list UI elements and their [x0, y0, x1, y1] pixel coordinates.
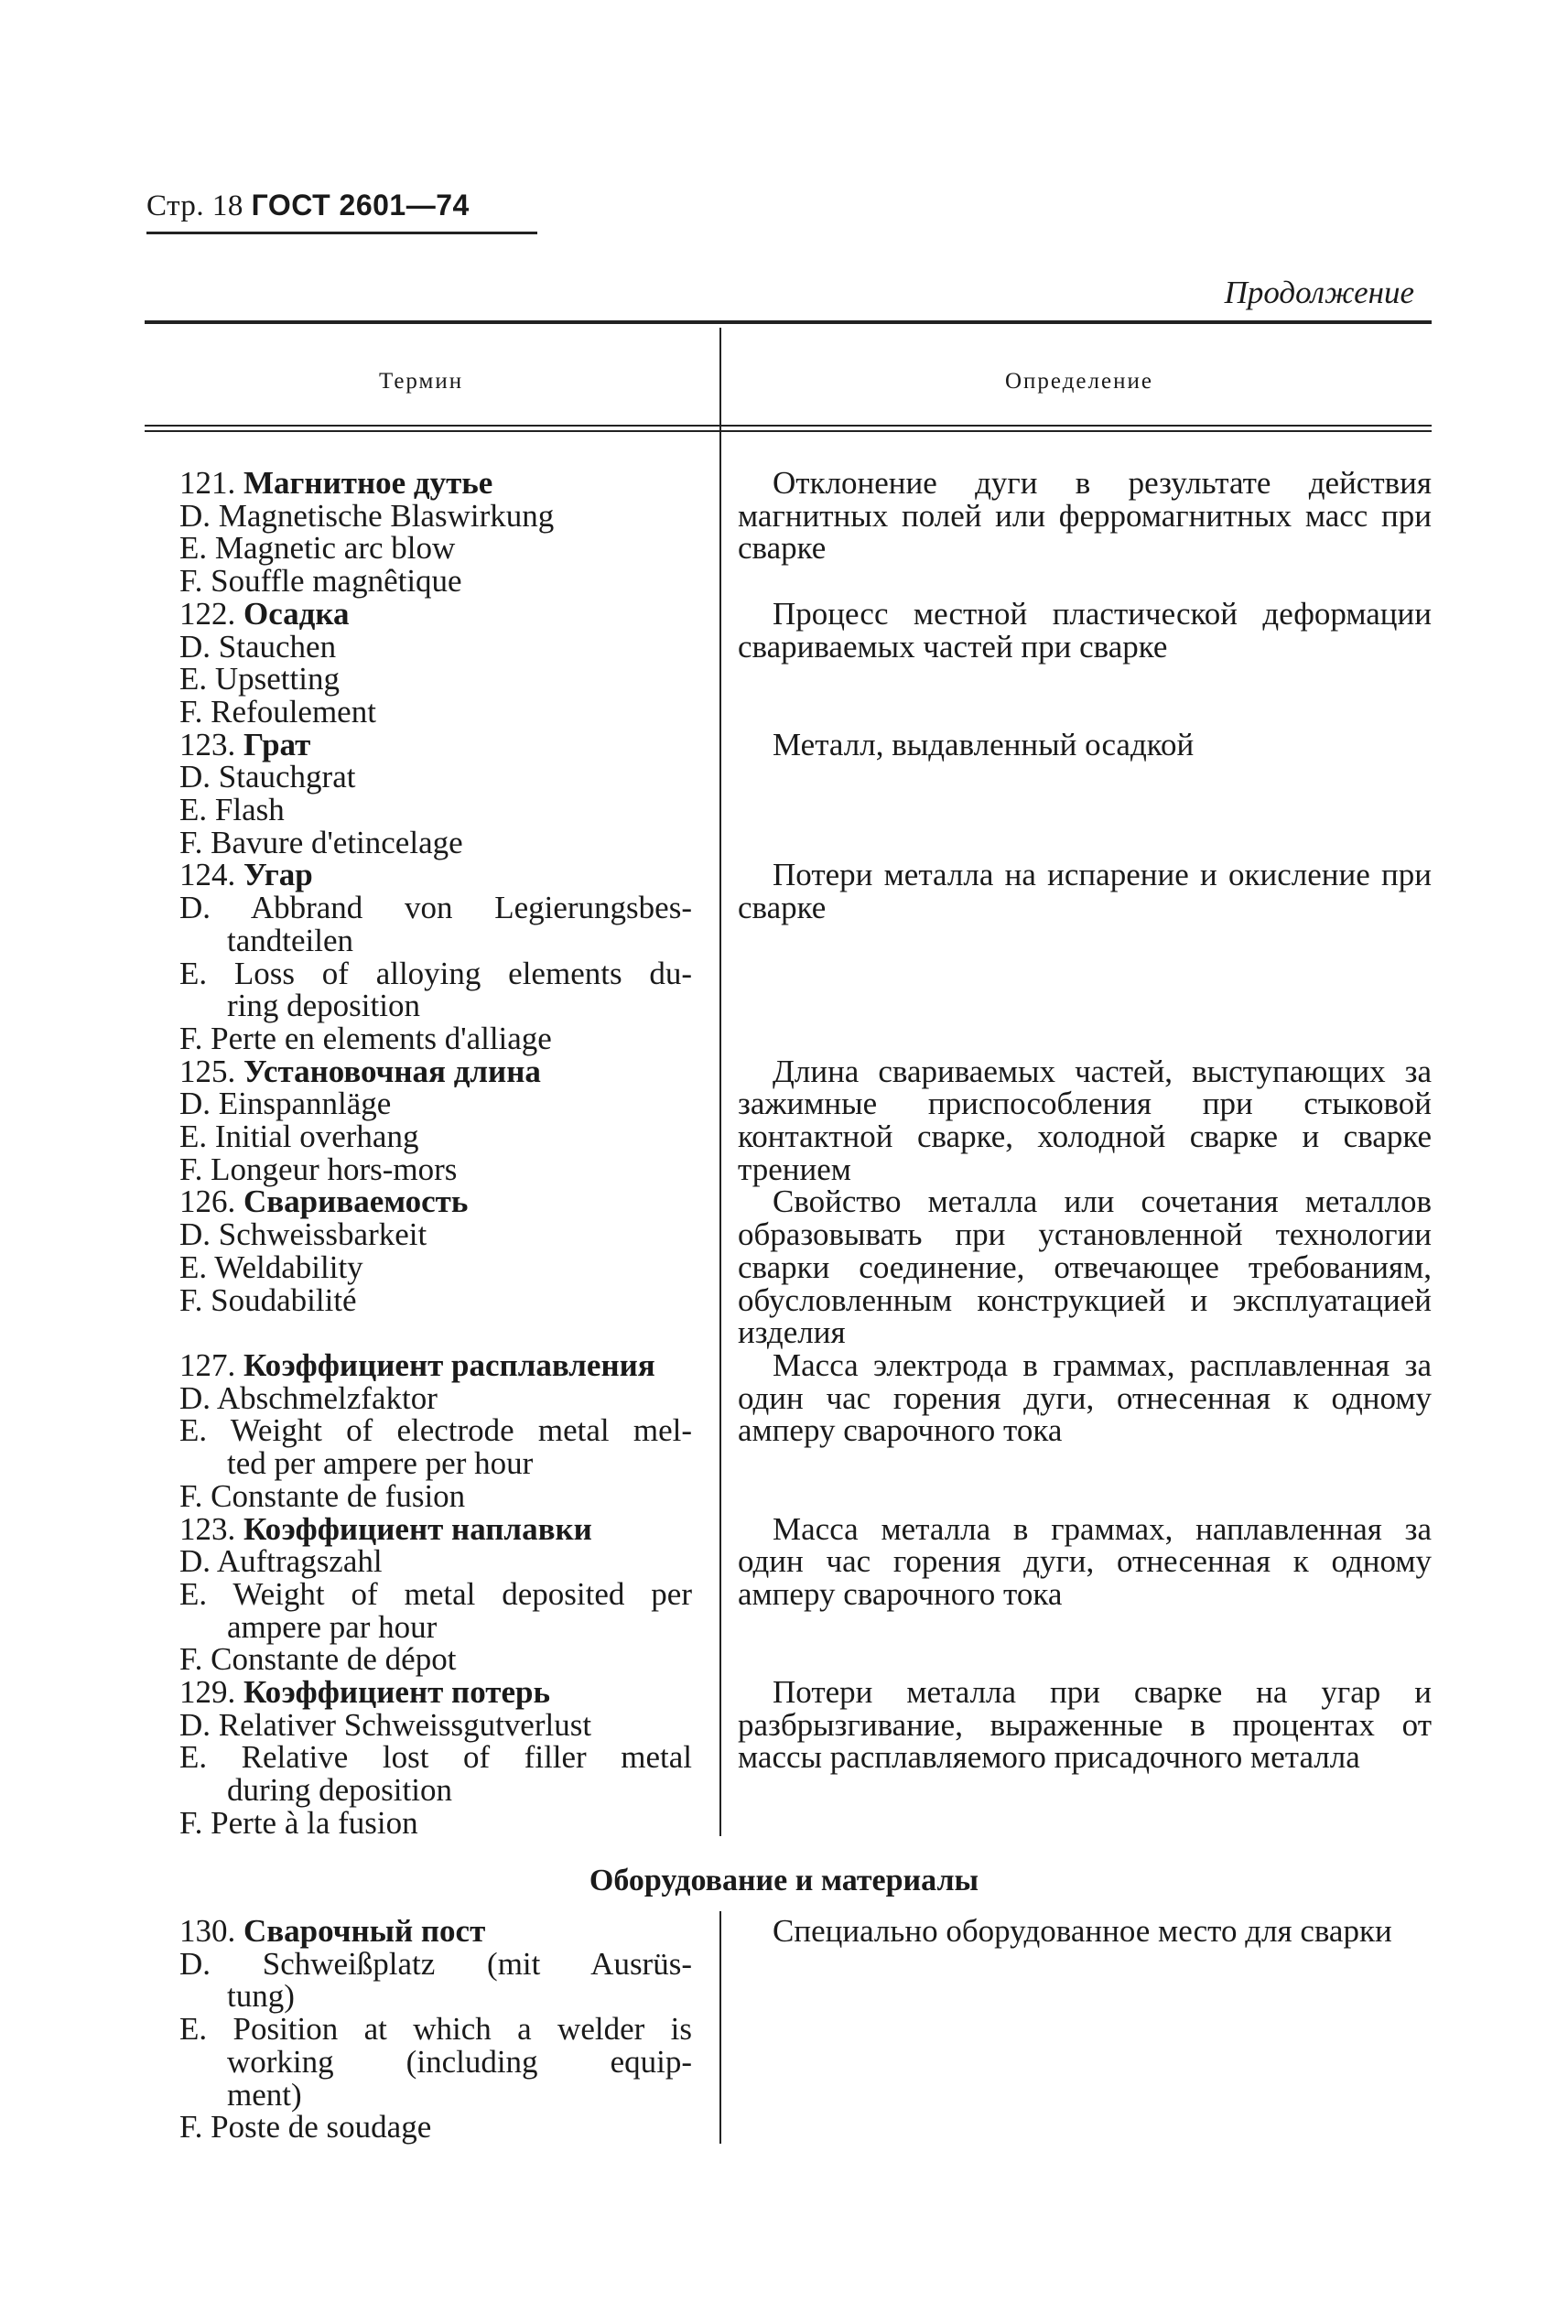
- definition-123: Металл, выдавленный осадкой: [773, 726, 1195, 762]
- terms-column-2: [179, 1913, 692, 2146]
- term-number: 125.: [179, 1053, 236, 1089]
- term-line: F. Constante de dépot: [179, 1641, 457, 1678]
- term-122: [179, 595, 692, 730]
- term-ru: Осадка: [243, 595, 350, 632]
- term-line: E. Position at which a welder is: [179, 2011, 692, 2048]
- term-line: F. Soudabilité: [179, 1281, 357, 1318]
- header-underline: [146, 232, 537, 234]
- term-line: E. Initial overhang: [179, 1119, 419, 1154]
- term-number: 121.: [179, 465, 236, 501]
- term-ru: Коэффициент наплавки: [243, 1510, 592, 1547]
- term-line: F. Perte à la fusion: [179, 1804, 418, 1841]
- term-line: F. Longeur hors-mors: [179, 1151, 458, 1187]
- term-line: F. Refoulement: [179, 693, 376, 730]
- term-ru: Угар: [243, 857, 313, 893]
- term-line: D. Abschmelzfaktor: [179, 1379, 438, 1416]
- term-line: F. Poste de soudage: [179, 2109, 432, 2146]
- term-number: 126.: [179, 1184, 236, 1220]
- term-ru: Грат: [243, 726, 311, 762]
- term-number: 130.: [179, 1913, 236, 1949]
- term-line: tandteilen: [227, 922, 354, 958]
- term-123: [179, 726, 692, 860]
- definition-129: Потери металла при сварке на угар и разбрызгивание, выраженные в процентах от массы расплавляемого присадочного металла: [738, 1674, 1432, 1776]
- term-line: ring deposition: [227, 988, 420, 1024]
- term-line: E. Relative lost of filler metal: [179, 1739, 692, 1776]
- term-line: D. Magnetische Blaswirkung: [179, 497, 555, 534]
- term-ru: Сварочный пост: [243, 1913, 486, 1949]
- term-line: E. Magnetic arc blow: [179, 530, 456, 567]
- term-121: [179, 467, 692, 598]
- term-line: working (including equip-: [227, 2043, 692, 2080]
- term-line: F. Bavure d'etincelage: [179, 824, 463, 860]
- term-line: D. Stauchgrat: [179, 759, 356, 795]
- definition-122: Процесс местной пластической деформации свариваемых частей при сварке: [738, 595, 1432, 665]
- term-ru: Установочная длина: [243, 1053, 541, 1089]
- term-line: E. Upsetting: [179, 661, 340, 697]
- term-ru: Магнитное дутье: [243, 465, 493, 501]
- term-line: during deposition: [227, 1772, 452, 1809]
- definition-124: Потери металла на испарение и окисление при сварке: [738, 857, 1432, 926]
- term-127: [179, 1349, 692, 1513]
- term-125: [179, 1055, 692, 1186]
- term-line: ment): [227, 2076, 302, 2113]
- term-line: E. Weldability: [179, 1248, 363, 1285]
- term-number: 123.: [179, 1510, 236, 1547]
- term-line: E. Weight of metal deposited per: [179, 1575, 692, 1612]
- term-line: ted per ampere per hour: [227, 1445, 534, 1482]
- term-line: F. Constante de fusion: [179, 1477, 466, 1514]
- column-divider-2: [719, 1911, 721, 2144]
- table-top-rule: [145, 320, 1432, 324]
- definition-127: Масса электрода в граммах, расплавленная за один час горения дуги, отнесенная к одному амперу сварочного тока: [738, 1347, 1432, 1449]
- term-line: F. Souffle magnêtique: [179, 563, 462, 600]
- term-ru: Свариваемость: [243, 1184, 469, 1220]
- definition-121: Отклонение дуги в результате действия магнитных полей или ферромагнитных масс при сварке: [738, 465, 1432, 567]
- column-divider: [719, 328, 721, 1836]
- term-line: D. Stauchen: [179, 628, 337, 665]
- definitions-column: [738, 467, 1432, 1840]
- term-126: [179, 1185, 692, 1316]
- term-number: 123.: [179, 726, 236, 762]
- definitions-column-2: [738, 1915, 1432, 2135]
- definition-126: Свойство металла или сочетания металлов образовывать при установленной технологии сварки соединение, отвечающее требованиям, обусловленным конструкцией и эксплуатацией изделия: [738, 1184, 1432, 1351]
- terms-column: [179, 467, 692, 1840]
- definition-130: Специально оборудованное место для сварки: [773, 1913, 1392, 1949]
- column-header-term: Термин: [379, 369, 464, 394]
- term-128: [179, 1510, 692, 1678]
- page-header: [146, 189, 470, 223]
- term-124: [179, 859, 692, 1054]
- definition-128: Масса металла в граммах, наплавленная за один час горения дуги, отнесенная к одному амперу сварочного тока: [738, 1510, 1432, 1612]
- term-line: D. Abbrand von Legierungsbes-: [179, 890, 692, 926]
- term-line: F. Perte en elements d'alliage: [179, 1020, 552, 1056]
- term-line: tung): [227, 1978, 295, 2015]
- term-ru: Коэффициент потерь: [243, 1674, 550, 1710]
- term-line: E. Weight of electrode metal mel-: [179, 1412, 692, 1449]
- continuation-label: Продолжение: [1224, 275, 1414, 310]
- table-header-rule: [145, 425, 1432, 427]
- term-line: D. Auftragszahl: [179, 1543, 383, 1580]
- term-ru: Коэффициент расплавления: [243, 1347, 655, 1383]
- term-number: 124.: [179, 857, 236, 893]
- table-header-rule-2: [145, 430, 1432, 432]
- definition-125: Длина свариваемых частей, выступающих за зажимные приспособления при стыковой контактной сварке, холодной сварке и сварке трением: [738, 1053, 1432, 1187]
- term-line: D. Einspannläge: [179, 1086, 392, 1122]
- term-130: [179, 1915, 692, 2144]
- term-line: D. Schweißplatz (mit Ausrüs-: [179, 1945, 692, 1982]
- term-line: E. Loss of alloying elements du-: [179, 955, 692, 991]
- standard-code: ГОСТ 2601—74: [251, 189, 470, 222]
- term-line: E. Flash: [179, 792, 285, 827]
- page-number: Стр. 18: [146, 189, 243, 222]
- section-title: Оборудование и материалы: [589, 1864, 979, 1897]
- term-line: D. Schweissbarkeit: [179, 1216, 427, 1253]
- term-line: ampere par hour: [227, 1608, 438, 1645]
- term-number: 127.: [179, 1347, 236, 1383]
- term-number: 129.: [179, 1674, 236, 1710]
- term-line: D. Relativer Schweissgutverlust: [179, 1706, 592, 1743]
- column-header-definition: Определение: [1005, 369, 1153, 394]
- term-number: 122.: [179, 595, 236, 632]
- term-129: [179, 1676, 692, 1840]
